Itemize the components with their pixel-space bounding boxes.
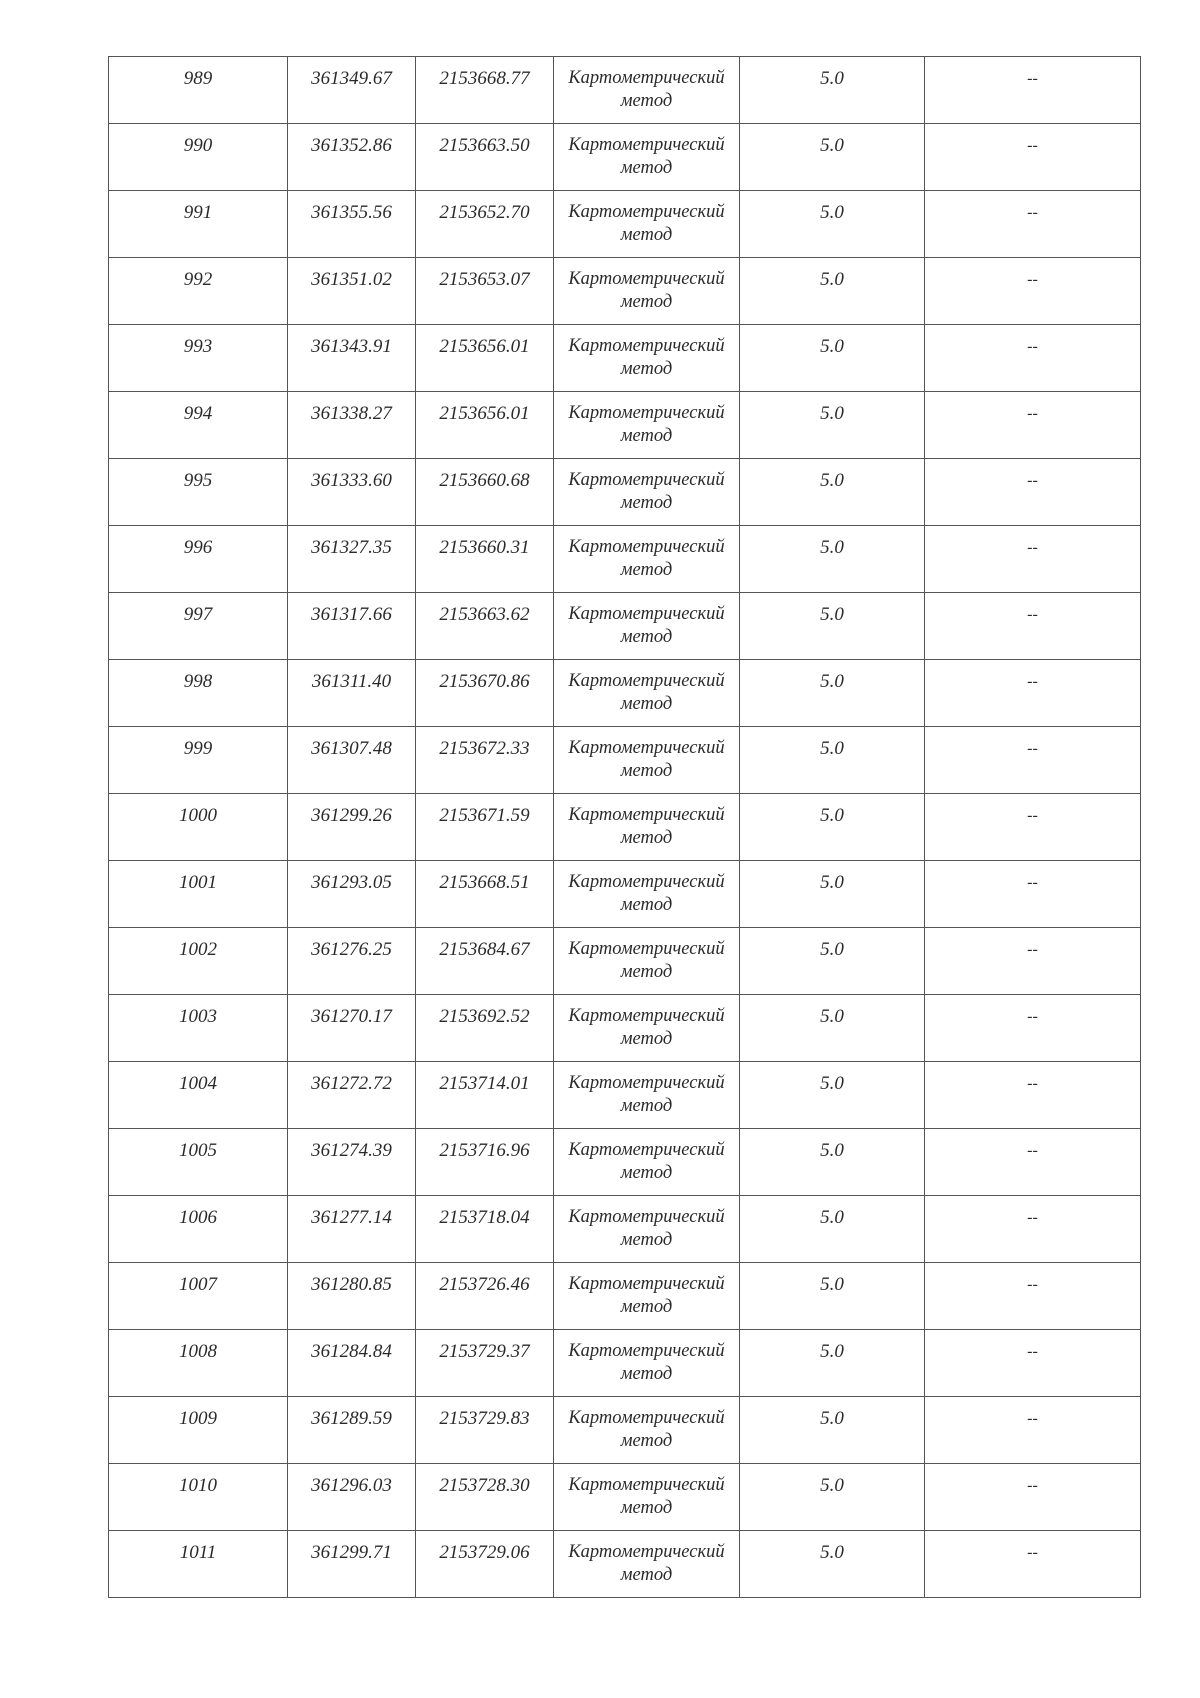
coordinate-x-cell: 361355.56	[288, 191, 416, 258]
point-number-cell: 999	[109, 727, 288, 794]
method-cell	[554, 660, 740, 727]
coordinate-x-cell: 361284.84	[288, 1330, 416, 1397]
table-row	[109, 995, 1141, 1062]
method-text: метод	[620, 1498, 673, 1518]
point-number-cell: 1008	[109, 1330, 288, 1397]
method-cell	[554, 1464, 740, 1531]
point-number-cell: 1005	[109, 1129, 288, 1196]
method-text: Картометрический	[568, 269, 725, 289]
note-cell: --	[925, 1531, 1141, 1598]
table-row	[109, 794, 1141, 861]
method-text: Картометрический	[568, 1542, 725, 1562]
note-cell: --	[925, 727, 1141, 794]
method-cell	[554, 1196, 740, 1263]
method-cell	[554, 258, 740, 325]
table-row	[109, 1330, 1141, 1397]
method-text: метод	[620, 225, 673, 245]
method-cell	[554, 325, 740, 392]
coordinate-y-cell: 2153729.06	[416, 1531, 554, 1598]
table-row	[109, 258, 1141, 325]
table-row	[109, 1129, 1141, 1196]
point-number-cell: 1003	[109, 995, 288, 1062]
method-text: Картометрический	[568, 470, 725, 490]
method-cell	[554, 191, 740, 258]
coordinate-x-cell: 361349.67	[288, 57, 416, 124]
method-text: Картометрический	[568, 135, 725, 155]
table-row	[109, 1263, 1141, 1330]
method-text: метод	[620, 828, 673, 848]
table-row	[109, 1464, 1141, 1531]
point-number-cell: 1006	[109, 1196, 288, 1263]
accuracy-cell: 5.0	[740, 593, 925, 660]
method-cell	[554, 124, 740, 191]
method-text: метод	[620, 962, 673, 982]
point-number-cell: 989	[109, 57, 288, 124]
coordinate-y-cell: 2153668.51	[416, 861, 554, 928]
coordinate-y-cell: 2153652.70	[416, 191, 554, 258]
method-cell	[554, 1263, 740, 1330]
coordinate-y-cell: 2153684.67	[416, 928, 554, 995]
method-text: метод	[620, 158, 673, 178]
method-text: Картометрический	[568, 1274, 725, 1294]
point-number-cell: 1007	[109, 1263, 288, 1330]
method-text: Картометрический	[568, 202, 725, 222]
coordinate-x-cell: 361296.03	[288, 1464, 416, 1531]
method-text: Картометрический	[568, 1006, 725, 1026]
note-cell: --	[925, 191, 1141, 258]
point-number-cell: 992	[109, 258, 288, 325]
point-number-cell: 1009	[109, 1397, 288, 1464]
accuracy-cell: 5.0	[740, 57, 925, 124]
point-number-cell: 1000	[109, 794, 288, 861]
note-cell: --	[925, 459, 1141, 526]
note-cell: --	[925, 1263, 1141, 1330]
coordinate-y-cell: 2153656.01	[416, 392, 554, 459]
method-text: Картометрический	[568, 805, 725, 825]
coordinate-x-cell: 361317.66	[288, 593, 416, 660]
accuracy-cell: 5.0	[740, 459, 925, 526]
table-row	[109, 57, 1141, 124]
accuracy-cell: 5.0	[740, 1263, 925, 1330]
accuracy-cell: 5.0	[740, 325, 925, 392]
coordinate-y-cell: 2153728.30	[416, 1464, 554, 1531]
point-number-cell: 993	[109, 325, 288, 392]
coordinate-x-cell: 361276.25	[288, 928, 416, 995]
method-text: Картометрический	[568, 872, 725, 892]
coordinate-y-cell: 2153672.33	[416, 727, 554, 794]
method-cell	[554, 1330, 740, 1397]
coordinate-y-cell: 2153670.86	[416, 660, 554, 727]
table-row	[109, 526, 1141, 593]
coordinate-x-cell: 361277.14	[288, 1196, 416, 1263]
point-number-cell: 1001	[109, 861, 288, 928]
point-number-cell: 997	[109, 593, 288, 660]
method-cell	[554, 459, 740, 526]
note-cell: --	[925, 57, 1141, 124]
point-number-cell: 995	[109, 459, 288, 526]
coordinate-y-cell: 2153656.01	[416, 325, 554, 392]
method-text: Картометрический	[568, 671, 725, 691]
method-cell	[554, 1062, 740, 1129]
coordinates-table-body	[109, 57, 1141, 1598]
note-cell: --	[925, 1397, 1141, 1464]
coordinate-x-cell: 361343.91	[288, 325, 416, 392]
method-text: Картометрический	[568, 1140, 725, 1160]
accuracy-cell: 5.0	[740, 526, 925, 593]
method-cell	[554, 995, 740, 1062]
coordinate-x-cell: 361327.35	[288, 526, 416, 593]
note-cell: --	[925, 593, 1141, 660]
point-number-cell: 996	[109, 526, 288, 593]
accuracy-cell: 5.0	[740, 1397, 925, 1464]
accuracy-cell: 5.0	[740, 1531, 925, 1598]
method-cell	[554, 928, 740, 995]
table-row	[109, 660, 1141, 727]
accuracy-cell: 5.0	[740, 727, 925, 794]
note-cell: --	[925, 1196, 1141, 1263]
note-cell: --	[925, 928, 1141, 995]
accuracy-cell: 5.0	[740, 1062, 925, 1129]
note-cell: --	[925, 392, 1141, 459]
accuracy-cell: 5.0	[740, 794, 925, 861]
method-text: метод	[620, 1230, 673, 1250]
method-cell	[554, 861, 740, 928]
coordinate-y-cell: 2153653.07	[416, 258, 554, 325]
coordinate-y-cell: 2153663.50	[416, 124, 554, 191]
method-text: метод	[620, 1364, 673, 1384]
point-number-cell: 1002	[109, 928, 288, 995]
table-row	[109, 392, 1141, 459]
coordinate-x-cell: 361270.17	[288, 995, 416, 1062]
point-number-cell: 990	[109, 124, 288, 191]
method-text: метод	[620, 493, 673, 513]
method-text: Картометрический	[568, 1475, 725, 1495]
coordinate-x-cell: 361352.86	[288, 124, 416, 191]
coordinate-y-cell: 2153726.46	[416, 1263, 554, 1330]
method-cell	[554, 1397, 740, 1464]
table-row	[109, 1196, 1141, 1263]
note-cell: --	[925, 325, 1141, 392]
note-cell: --	[925, 660, 1141, 727]
coordinate-y-cell: 2153668.77	[416, 57, 554, 124]
method-text: Картометрический	[568, 403, 725, 423]
coordinates-table	[108, 56, 1141, 1598]
table-row	[109, 459, 1141, 526]
method-cell	[554, 1129, 740, 1196]
note-cell: --	[925, 124, 1141, 191]
point-number-cell: 991	[109, 191, 288, 258]
coordinate-y-cell: 2153660.31	[416, 526, 554, 593]
accuracy-cell: 5.0	[740, 191, 925, 258]
note-cell: --	[925, 526, 1141, 593]
accuracy-cell: 5.0	[740, 1129, 925, 1196]
method-text: метод	[620, 91, 673, 111]
accuracy-cell: 5.0	[740, 861, 925, 928]
point-number-cell: 1011	[109, 1531, 288, 1598]
coordinate-y-cell: 2153718.04	[416, 1196, 554, 1263]
table-row	[109, 1531, 1141, 1598]
method-text: Картометрический	[568, 1207, 725, 1227]
coordinate-x-cell: 361338.27	[288, 392, 416, 459]
method-text: метод	[620, 1163, 673, 1183]
accuracy-cell: 5.0	[740, 928, 925, 995]
point-number-cell: 1004	[109, 1062, 288, 1129]
method-text: метод	[620, 627, 673, 647]
method-text: метод	[620, 761, 673, 781]
method-text: Картометрический	[568, 1408, 725, 1428]
method-cell	[554, 526, 740, 593]
method-text: Картометрический	[568, 1341, 725, 1361]
coordinate-y-cell: 2153729.37	[416, 1330, 554, 1397]
table-row	[109, 861, 1141, 928]
note-cell: --	[925, 1129, 1141, 1196]
table-row	[109, 727, 1141, 794]
accuracy-cell: 5.0	[740, 258, 925, 325]
table-row	[109, 124, 1141, 191]
method-cell	[554, 392, 740, 459]
method-text: метод	[620, 1029, 673, 1049]
method-cell	[554, 727, 740, 794]
method-text: Картометрический	[568, 939, 725, 959]
method-cell	[554, 57, 740, 124]
table-row	[109, 928, 1141, 995]
method-text: метод	[620, 560, 673, 580]
method-cell	[554, 794, 740, 861]
coordinate-x-cell: 361293.05	[288, 861, 416, 928]
accuracy-cell: 5.0	[740, 124, 925, 191]
method-text: Картометрический	[568, 68, 725, 88]
note-cell: --	[925, 1330, 1141, 1397]
coordinate-y-cell: 2153663.62	[416, 593, 554, 660]
coordinate-x-cell: 361307.48	[288, 727, 416, 794]
coordinate-y-cell: 2153714.01	[416, 1062, 554, 1129]
accuracy-cell: 5.0	[740, 392, 925, 459]
coordinate-x-cell: 361280.85	[288, 1263, 416, 1330]
table-row	[109, 593, 1141, 660]
point-number-cell: 994	[109, 392, 288, 459]
method-text: метод	[620, 1431, 673, 1451]
accuracy-cell: 5.0	[740, 660, 925, 727]
method-text: метод	[620, 359, 673, 379]
coordinate-x-cell: 361272.72	[288, 1062, 416, 1129]
method-cell	[554, 593, 740, 660]
coordinate-x-cell: 361299.26	[288, 794, 416, 861]
table-row	[109, 325, 1141, 392]
coordinate-y-cell: 2153716.96	[416, 1129, 554, 1196]
table-row	[109, 1062, 1141, 1129]
method-text: Картометрический	[568, 1073, 725, 1093]
method-text: метод	[620, 1297, 673, 1317]
coordinate-y-cell: 2153660.68	[416, 459, 554, 526]
method-text: метод	[620, 1096, 673, 1116]
point-number-cell: 998	[109, 660, 288, 727]
coordinate-x-cell: 361351.02	[288, 258, 416, 325]
coordinate-x-cell: 361333.60	[288, 459, 416, 526]
coordinate-x-cell: 361311.40	[288, 660, 416, 727]
accuracy-cell: 5.0	[740, 995, 925, 1062]
note-cell: --	[925, 861, 1141, 928]
method-text: Картометрический	[568, 738, 725, 758]
coordinate-x-cell: 361289.59	[288, 1397, 416, 1464]
table-row	[109, 1397, 1141, 1464]
method-cell	[554, 1531, 740, 1598]
note-cell: --	[925, 1464, 1141, 1531]
coordinate-x-cell: 361274.39	[288, 1129, 416, 1196]
note-cell: --	[925, 995, 1141, 1062]
accuracy-cell: 5.0	[740, 1196, 925, 1263]
method-text: метод	[620, 694, 673, 714]
coordinate-y-cell: 2153729.83	[416, 1397, 554, 1464]
coordinate-y-cell: 2153671.59	[416, 794, 554, 861]
method-text: метод	[620, 292, 673, 312]
point-number-cell: 1010	[109, 1464, 288, 1531]
accuracy-cell: 5.0	[740, 1330, 925, 1397]
method-text: Картометрический	[568, 336, 725, 356]
method-text: метод	[620, 895, 673, 915]
accuracy-cell: 5.0	[740, 1464, 925, 1531]
method-text: Картометрический	[568, 537, 725, 557]
method-text: Картометрический	[568, 604, 725, 624]
coordinate-x-cell: 361299.71	[288, 1531, 416, 1598]
table-row	[109, 191, 1141, 258]
note-cell: --	[925, 1062, 1141, 1129]
method-text: метод	[620, 426, 673, 446]
method-text: метод	[620, 1565, 673, 1585]
note-cell: --	[925, 258, 1141, 325]
note-cell: --	[925, 794, 1141, 861]
coordinate-y-cell: 2153692.52	[416, 995, 554, 1062]
